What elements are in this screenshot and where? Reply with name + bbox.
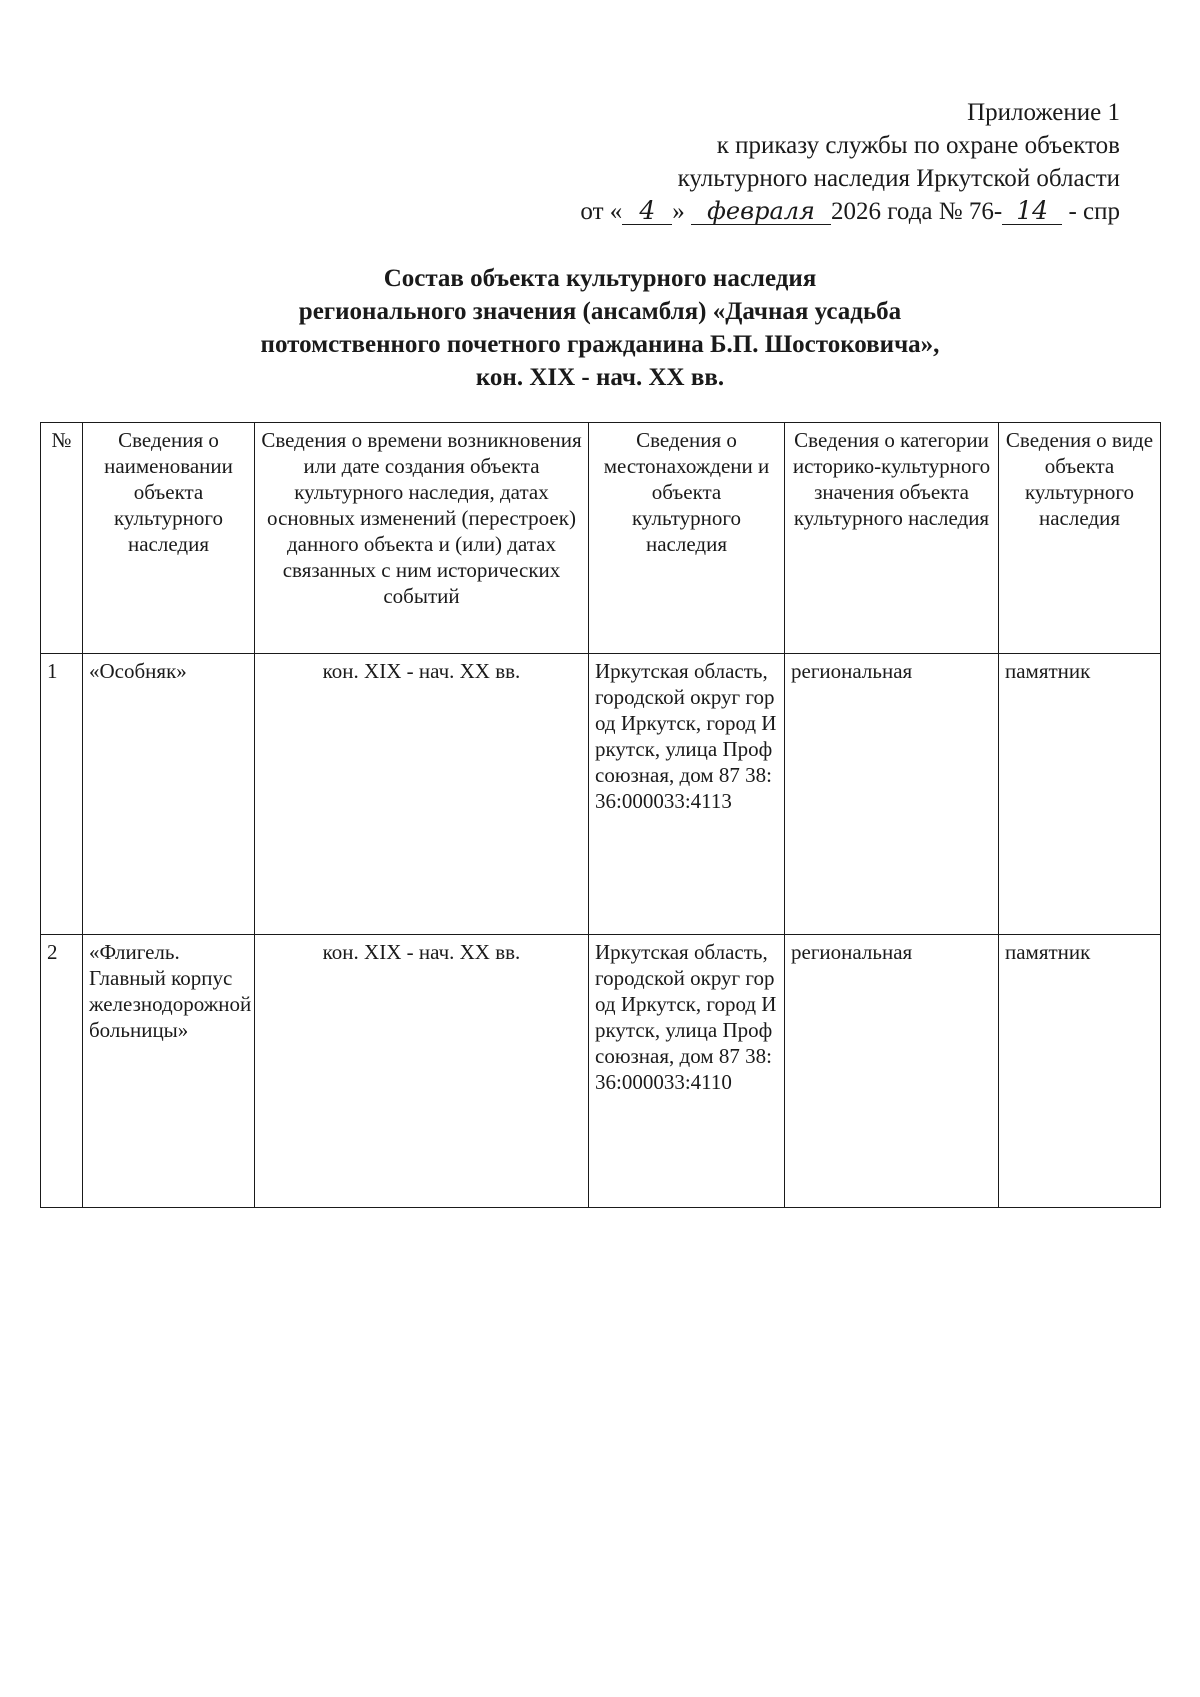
cell-number: 1	[41, 654, 83, 935]
date-prefix: от «	[580, 198, 623, 225]
appendix-authority: культурного наследия Иркутской области	[677, 165, 1120, 192]
header-number: №	[41, 423, 83, 654]
cell-category: региональная	[785, 935, 999, 1208]
cell-name: «Флигель. Главный корпус железнодорожной больницы»	[83, 935, 255, 1208]
header-kind: Сведения о виде объекта культурного наследия	[999, 423, 1161, 654]
cell-location	[589, 654, 785, 935]
table-row	[41, 935, 1161, 1208]
title-line-2: регионального значения (ансамбля) «Дачная усадьба	[298, 298, 902, 325]
title-line-1: Состав объекта культурного наследия	[383, 265, 817, 292]
location-text: Иркутская область, городской округ город Иркутск, город Иркутск, улица Профсоюзная, дом 87 38:36:000033:4110	[595, 940, 777, 1094]
handwritten-day: 4	[622, 198, 672, 225]
cell-kind: памятник	[999, 935, 1161, 1208]
header-location: Сведения о местонахождени и объекта культурного наследия	[589, 423, 785, 654]
order-suffix: - спр	[1068, 198, 1120, 225]
cell-location	[589, 935, 785, 1208]
title-line-3: потомственного почетного гражданина Б.П. Шостоковича»,	[260, 331, 940, 358]
header-category: Сведения о категории историко-культурного значения объекта культурного наследия	[785, 423, 999, 654]
appendix-order-ref: к приказу службы по охране объектов	[716, 132, 1120, 159]
heritage-table	[40, 422, 1161, 1208]
date-mid: »	[672, 198, 685, 225]
cell-category: региональная	[785, 654, 999, 935]
location-text: Иркутская область, городской округ город Иркутск, город Иркутск, улица Профсоюзная, дом 87 38:36:000033:4113	[595, 659, 777, 813]
year-text: 2026 года № 76-	[831, 198, 1003, 225]
cell-name: «Особняк»	[83, 654, 255, 935]
appendix-title: Приложение 1	[967, 99, 1120, 126]
appendix-header	[580, 96, 1120, 228]
cell-kind: памятник	[999, 654, 1161, 935]
header-date: Сведения о времени возникновения или дате создания объекта культурного наследия, датах основных изменений (перестроек) данного объекта и (или) датах связанных с ним исторических событий	[255, 423, 589, 654]
handwritten-order-number: 14	[1002, 198, 1062, 225]
title-line-4: кон. XIX - нач. XX вв.	[475, 364, 725, 391]
handwritten-month: февраля	[691, 198, 831, 225]
table-header-row	[41, 423, 1161, 654]
cell-date: кон. XIX - нач. XX вв.	[255, 654, 589, 935]
header-name: Сведения о наименовании объекта культурного наследия	[83, 423, 255, 654]
cell-number: 2	[41, 935, 83, 1208]
cell-date: кон. XIX - нач. XX вв.	[255, 935, 589, 1208]
document-title	[0, 262, 1200, 394]
appendix-date-line	[580, 195, 1120, 228]
table-row	[41, 654, 1161, 935]
